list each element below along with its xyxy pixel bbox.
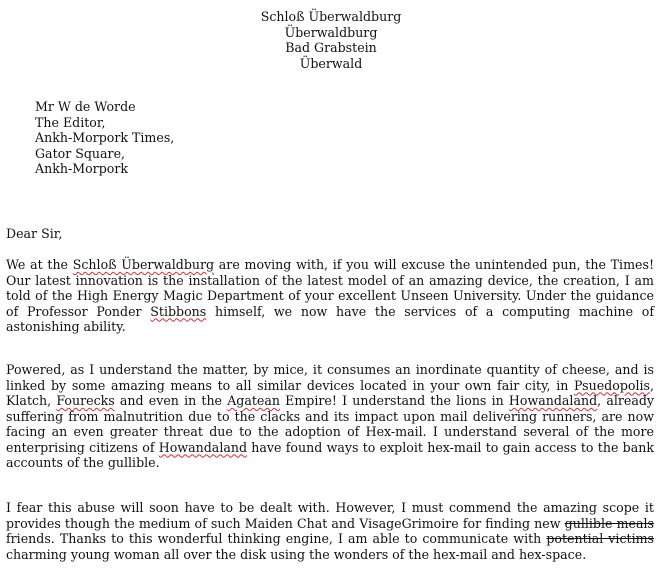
text-run: I fear this abuse will soon have to be dealt with. However, I must commend the amazing scope it provides though the medium of such Maiden Chat and VisageGrimoire for finding new <box>6 500 654 531</box>
text-run: Powered, as I understand the matter, by mice, it consumes an inordinate quantity of cheese, and is linked by some amazing means to all similar devices located in your own fair city, in <box>6 362 654 393</box>
spellcheck-word[interactable]: Schloß Überwaldburg <box>72 257 215 272</box>
sender-line: Schloß Überwaldburg <box>260 9 402 24</box>
spellcheck-word[interactable]: Howandaland <box>508 393 598 408</box>
text-run: and even in the <box>114 393 228 408</box>
recipient-address <box>35 99 174 177</box>
text-run: We at the <box>6 257 73 272</box>
sender-line: Überwaldburg <box>284 24 378 40</box>
text-run: himself, we now have the services of a computing machine of astonishing ability. <box>6 303 654 334</box>
paragraph-3 <box>6 500 654 562</box>
spellcheck-word[interactable]: Stibbons <box>150 303 207 319</box>
sender-address <box>0 9 662 71</box>
text-run: are moving with, if you will excuse the unintended pun, the Times! Our latest innovation is the installation of the latest model of an amazing device, the creation, I am told of the High Energy Magic Department of your excellent Unseen University. Under the guidance of Professor Ponder <box>6 257 655 319</box>
recipient-line: The Editor, <box>35 114 106 130</box>
strikethrough-text: gullible meals <box>564 515 654 531</box>
spellcheck-word[interactable]: Psuedopolis <box>574 377 650 393</box>
sender-line: Überwald <box>299 55 363 71</box>
recipient-line: Ankh-Morpork <box>35 161 128 176</box>
text-run: friends. Thanks to this wonderful thinking engine, I am able to communicate with <box>6 531 547 546</box>
sender-line: Bad Grabstein <box>285 40 377 55</box>
recipient-line: Gator Square, <box>35 145 126 161</box>
salutation: Dear Sir, <box>6 226 63 241</box>
paragraph-2 <box>6 362 654 471</box>
text-run: , Klatch, <box>6 377 654 408</box>
paragraph-1 <box>6 257 654 335</box>
strikethrough-text: potential victims <box>546 531 654 546</box>
text-run: , already suffering from malnutrition due to the clacks and its impact upon mail delivering runners, are now facing an even greater threat due to the adoption of Hex-mail. I understand several of the more enterprising citizens of <box>6 393 655 455</box>
spellcheck-word[interactable]: Fourecks <box>56 393 115 408</box>
text-run: Empire! I understand the lions in <box>280 393 509 408</box>
recipient-line: Mr W de Worde <box>35 99 136 114</box>
recipient-line: Ankh-Morpork Times, <box>35 130 175 145</box>
spellcheck-word[interactable]: Howandaland <box>158 439 248 455</box>
spellcheck-word[interactable]: Agatean <box>227 393 280 408</box>
text-run: charming young woman all over the disk using the wonders of the hex-mail and hex-space. <box>6 546 587 562</box>
text-run: have found ways to exploit hex-mail to gain access to the bank accounts of the gullible. <box>6 439 654 470</box>
